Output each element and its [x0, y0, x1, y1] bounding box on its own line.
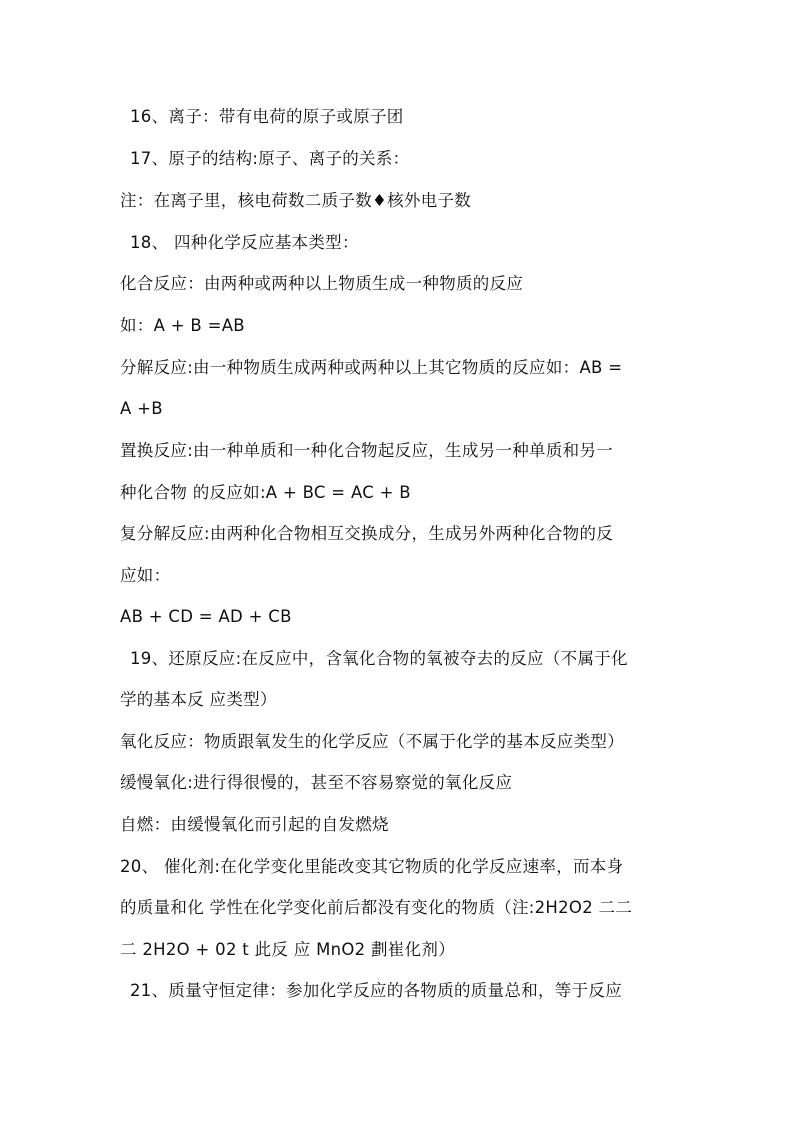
text-line: 复分解反应:由两种化合物相互交换成分，生成另外两种化合物的反	[120, 524, 614, 543]
text-line: 的质量和化 学性在化学变化前后都没有变化的物质（注:2H2O2 二二	[120, 898, 633, 917]
text-line: 20、 催化剂:在化学变化里能改变其它物质的化学反应速率，而本身	[120, 857, 624, 876]
text-line: 置换反应:由一种单质和一种化合物起反应，生成另一种单质和另一	[120, 441, 614, 460]
text-line: 应如：	[120, 566, 171, 585]
text-line: 氧化反应：物质跟氧发生的化学反应（不属于化学的基本反应类型）	[120, 732, 624, 751]
text-line: 学的基本反 应类型）	[120, 690, 277, 709]
text-line: 分解反应:由一种物质生成两种或两种以上其它物质的反应如：AB =	[120, 358, 623, 377]
text-line: 21、质量守恒定律：参加化学反应的各物质的质量总和，等于反应	[130, 981, 622, 1000]
text-line: AB + CD = AD + CB	[120, 607, 292, 626]
text-line: 17、原子的结构:原子、离子的关系：	[130, 149, 410, 168]
text-line: 18、 四种化学反应基本类型：	[130, 233, 359, 252]
text-line: 二 2H2O + 02 t 此反 应 MnO2 劃崔化剂）	[120, 940, 456, 959]
text-line: 19、还原反应:在反应中，含氧化合物的氧被夺去的反应（不属于化	[130, 649, 628, 668]
text-line: 化合反应：由两种或两种以上物质生成一种物质的反应	[120, 274, 524, 293]
text-line: 自燃：由缓慢氧化而引起的自发燃烧	[120, 815, 389, 834]
text-line: 缓慢氧化:进行得很慢的，甚至不容易察觉的氧化反应	[120, 773, 513, 792]
text-line: 如：A + B =AB	[120, 316, 245, 335]
text-line: 种化合物 的反应如:A + BC = AC + B	[120, 483, 411, 502]
text-line: A +B	[120, 399, 163, 418]
text-line: 16、离子：带有电荷的原子或原子团	[130, 107, 404, 126]
text-line: 注：在离子里，核电荷数二质子数♦核外电子数	[120, 191, 472, 210]
